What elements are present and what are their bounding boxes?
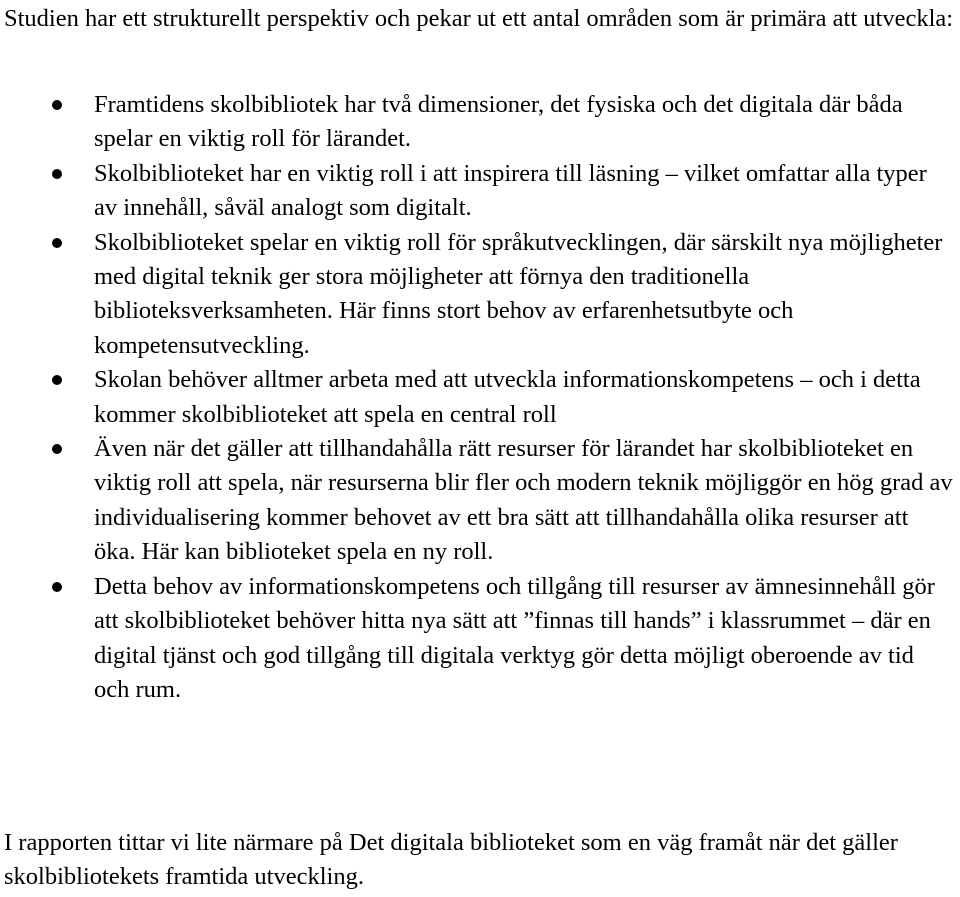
bullet-icon bbox=[52, 238, 62, 248]
bullet-list bbox=[0, 88, 960, 707]
bullet-text: Skolbiblioteket spelar en viktig roll för språkutvecklingen, där särskilt nya möjligheter med digital teknik ger stora möjligheter att förnya den traditionella biblioteksverksamheten. Här finns stort behov av erfarenhetsutbyte och kompetensutveckling. bbox=[94, 228, 943, 359]
bullet-text: Även när det gäller att tillhandahålla rätt resurser för lärandet har skolbiblioteket en viktig roll att spela, när resurserna blir fler och modern teknik möjliggör en hög grad av individualisering kommer behovet av ett bra sätt att tillhandahålla olika resurser att öka. Här kan biblioteket spela en ny roll. bbox=[94, 435, 953, 566]
bullet-item-5 bbox=[0, 432, 960, 570]
bullet-item-6 bbox=[0, 570, 960, 708]
intro-paragraph: Studien har ett strukturellt perspektiv och pekar ut ett antal områden som är primära att utveckla: bbox=[4, 5, 954, 32]
bullet-text: Framtidens skolbibliotek har två dimensioner, det fysiska och det digitala där båda spelar en viktig roll för lärandet. bbox=[94, 91, 903, 153]
bullet-item-3 bbox=[0, 226, 960, 364]
bullet-icon bbox=[52, 169, 62, 179]
bullet-icon bbox=[52, 100, 62, 110]
bullet-text: Skolan behöver alltmer arbeta med att utveckla informationskompetens – och i detta kommer skolbiblioteket att spela en central roll bbox=[94, 366, 921, 428]
bullet-icon bbox=[52, 375, 62, 385]
bullet-item-1 bbox=[0, 88, 960, 157]
outro-paragraph: I rapporten tittar vi lite närmare på Det digitala biblioteket som en väg framåt när det gäller skolbibliotekets framtida utveckling. bbox=[4, 829, 898, 891]
bullet-icon bbox=[52, 582, 62, 592]
bullet-item-2 bbox=[0, 157, 960, 226]
bullet-text: Skolbiblioteket har en viktig roll i att inspirera till läsning – vilket omfattar alla typer av innehåll, såväl analogt som digitalt. bbox=[94, 159, 927, 222]
bullet-item-4 bbox=[0, 363, 960, 432]
bullet-icon bbox=[52, 444, 62, 454]
bullet-text: Detta behov av informationskompetens och tillgång till resurser av ämnesinnehåll gör att skolbiblioteket behöver hitta nya sätt att ”finnas till hands” i klassrummet – där en digital tjänst och god tillgång till digitala verktyg gör detta möjligt oberoende av tid och rum. bbox=[94, 572, 935, 703]
